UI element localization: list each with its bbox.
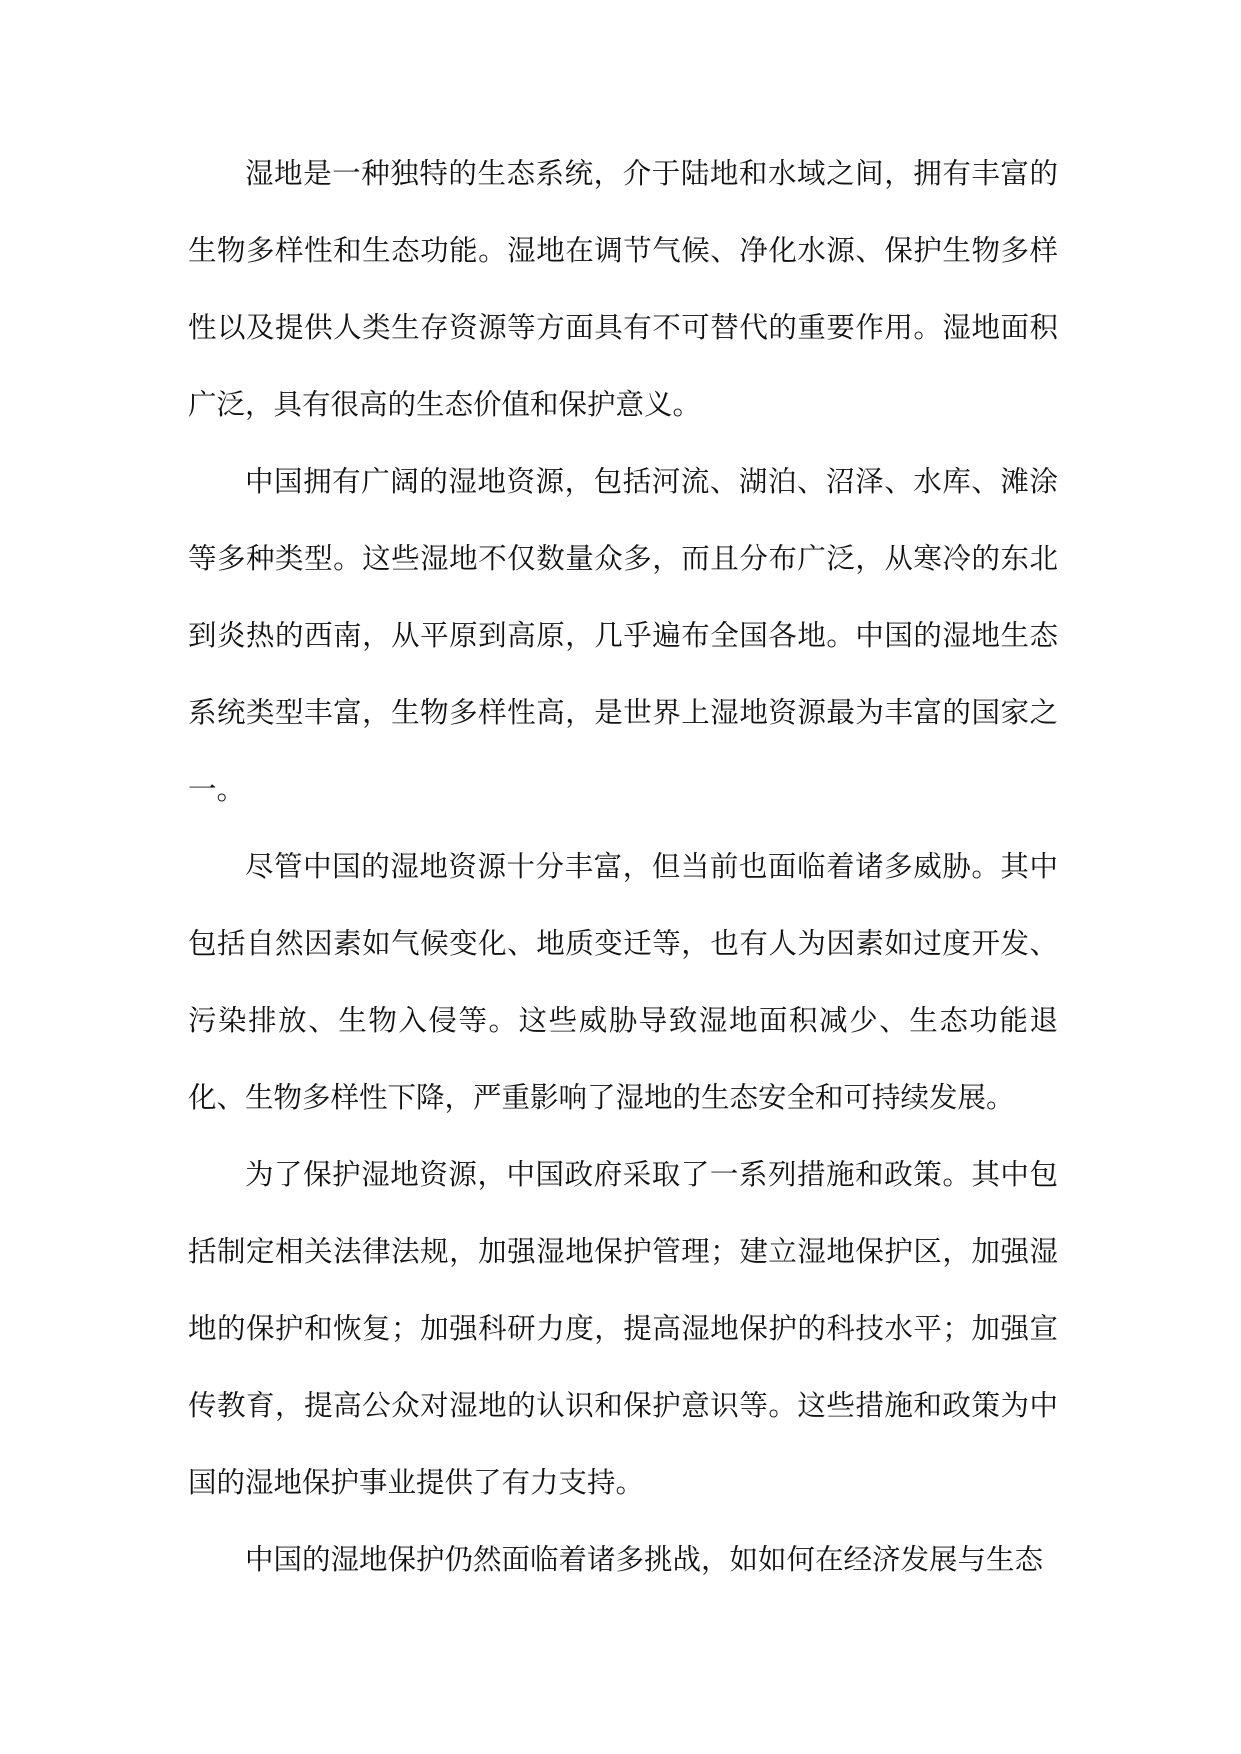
paragraph-5: 中国的湿地保护仍然面临着诸多挑战，如如何在经济发展与生态 — [245, 1543, 1044, 1576]
document-body — [188, 135, 1058, 1598]
paragraph-3: 尽管中国的湿地资源十分丰富，但当前也面临着诸多威胁。其中包括自然因素如气候变化、地质变迁等，也有人为因素如过度开发、污染排放、生物入侵等。这些威胁导致湿地面积减少、生态功能退化、生物多样性下降，严重影响了湿地的生态安全和可持续发展。 — [188, 850, 1058, 1114]
paragraph-2: 中国拥有广阔的湿地资源，包括河流、湖泊、沼泽、水库、滩涂等多种类型。这些湿地不仅数量众多，而且分布广泛，从寒冷的东北到炎热的西南，从平原到高原，几乎遍布全国各地。中国的湿地生态系统类型丰富，生物多样性高，是世界上湿地资源最为丰富的国家之一。 — [188, 465, 1058, 806]
paragraph-4: 为了保护湿地资源，中国政府采取了一系列措施和政策。其中包括制定相关法律法规，加强湿地保护管理；建立湿地保护区，加强湿地的保护和恢复；加强科研力度，提高湿地保护的科技水平；加强宣传教育，提高公众对湿地的认识和保护意识等。这些措施和政策为中国的湿地保护事业提供了有力支持。 — [188, 1158, 1058, 1499]
paragraph-1: 湿地是一种独特的生态系统，介于陆地和水域之间，拥有丰富的生物多样性和生态功能。湿地在调节气候、净化水源、保护生物多样性以及提供人类生存资源等方面具有不可替代的重要作用。湿地面积广泛，具有很高的生态价值和保护意义。 — [188, 157, 1058, 421]
